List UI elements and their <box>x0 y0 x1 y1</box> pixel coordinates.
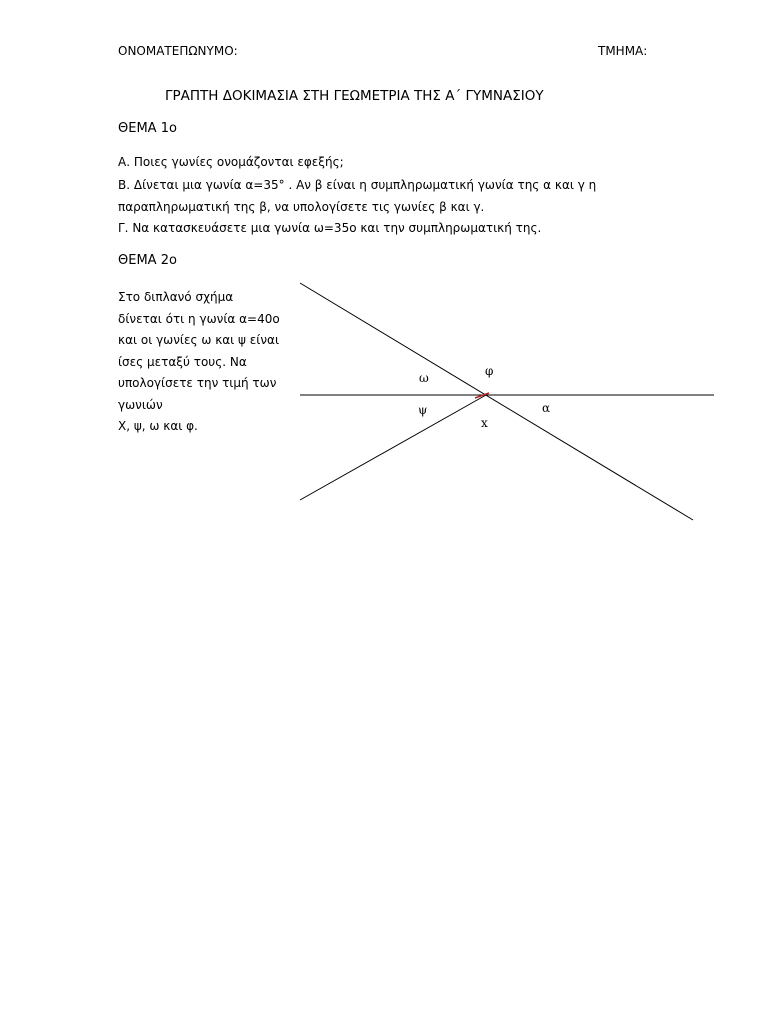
topic1-heading: ΘΕΜΑ 1ο <box>118 121 177 136</box>
question-b-line2: παραπληρωματική της β, να υπολογίσετε τις γωνίες β και γ. <box>118 200 485 214</box>
problem-line: γωνιών <box>118 397 163 412</box>
class-label: ΤΜΗΜΑ: <box>598 44 648 58</box>
problem-line: Στο διπλανό σχήμα <box>118 290 234 304</box>
question-a: Α. Ποιες γωνίες ονομάζονται εφεξής; <box>118 155 344 169</box>
problem-line: Χ, ψ, ω και φ. <box>118 419 198 433</box>
problem-line: υπολογίσετε την τιμή των <box>118 376 277 390</box>
label-x: x <box>481 416 488 430</box>
label-alpha: α <box>542 401 551 415</box>
label-omega: ω <box>419 371 429 385</box>
problem-line: και οι γωνίες ω και ψ είναι <box>118 333 280 347</box>
name-label: ΟΝΟΜΑΤΕΠΩΝΥΜΟ: <box>118 44 238 58</box>
label-phi: φ <box>485 364 494 378</box>
descending-line <box>300 283 693 520</box>
ascending-line <box>300 395 486 500</box>
topic2-heading: ΘΕΜΑ 2ο <box>118 253 177 268</box>
problem-line: ίσες μεταξύ τους. Να <box>118 354 247 369</box>
problem-line: δίνεται ότι η γωνία α=40ο <box>118 311 280 326</box>
question-g: Γ. Να κατασκευάσετε μια γωνία ω=35ο και την συμπληρωματική της. <box>118 221 542 235</box>
test-title: ΓΡΑΠΤΗ ΔΟΚΙΜΑΣΙΑ ΣΤΗ ΓΕΩΜΕΤΡΙΑ ΤΗΣ Α΄ ΓΥΜΝΑΣΙΟΥ <box>165 88 544 104</box>
question-b-line1: Β. Δίνεται μια γωνία α=35° . Αν β είναι η συμπληρωματική γωνία της α και γ η <box>118 178 597 192</box>
label-psi: ψ <box>418 403 428 417</box>
